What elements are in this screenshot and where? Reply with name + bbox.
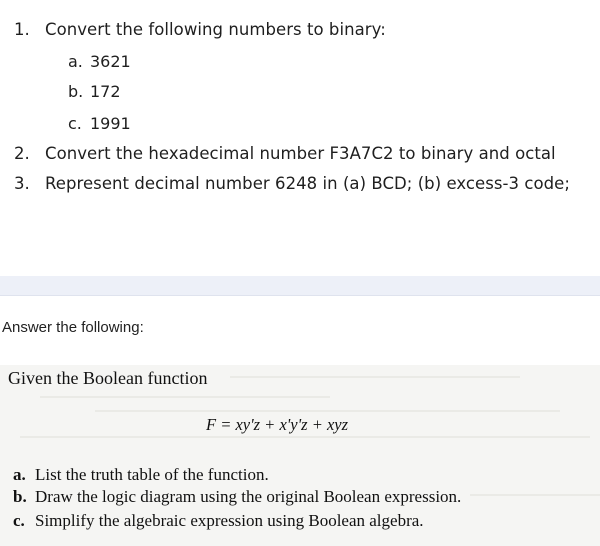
question-2-text: Convert the hexadecimal number F3A7C2 to binary and octal xyxy=(45,144,556,163)
separator-line xyxy=(0,295,600,296)
question-3-text: Represent decimal number 6248 in (a) BCD; (b) excess-3 code; xyxy=(45,174,570,193)
boolean-formula: F = xy'z + x'y'z + xyz xyxy=(206,415,349,434)
boolean-intro: Given the Boolean function xyxy=(8,368,208,388)
bool-item-c-label: c. xyxy=(13,511,25,530)
q1-item-b-label: b. xyxy=(68,82,84,101)
bool-item-a-text: List the truth table of the function. xyxy=(35,465,269,484)
bool-item-b-text: Draw the logic diagram using the original Boolean expression. xyxy=(35,487,462,506)
q1-item-c-value: 1991 xyxy=(90,114,131,133)
q1-item-a-label: a. xyxy=(68,52,83,71)
q1-item-a-value: 3621 xyxy=(90,52,131,71)
question-2-number: 2. xyxy=(14,144,30,163)
question-1-number: 1. xyxy=(14,20,30,39)
section-separator xyxy=(0,276,600,295)
q1-item-b-value: 172 xyxy=(90,82,121,101)
bool-item-a-label: a. xyxy=(13,465,26,484)
bool-item-c-text: Simplify the algebraic expression using Boolean algebra. xyxy=(35,511,424,530)
question-1-text: Convert the following numbers to binary: xyxy=(45,20,386,39)
boolean-question-image xyxy=(0,365,600,546)
answer-prompt: Answer the following: xyxy=(2,319,144,336)
bool-item-b-label: b. xyxy=(13,487,27,506)
q1-item-c-label: c. xyxy=(68,114,82,133)
question-3-number: 3. xyxy=(14,174,30,193)
